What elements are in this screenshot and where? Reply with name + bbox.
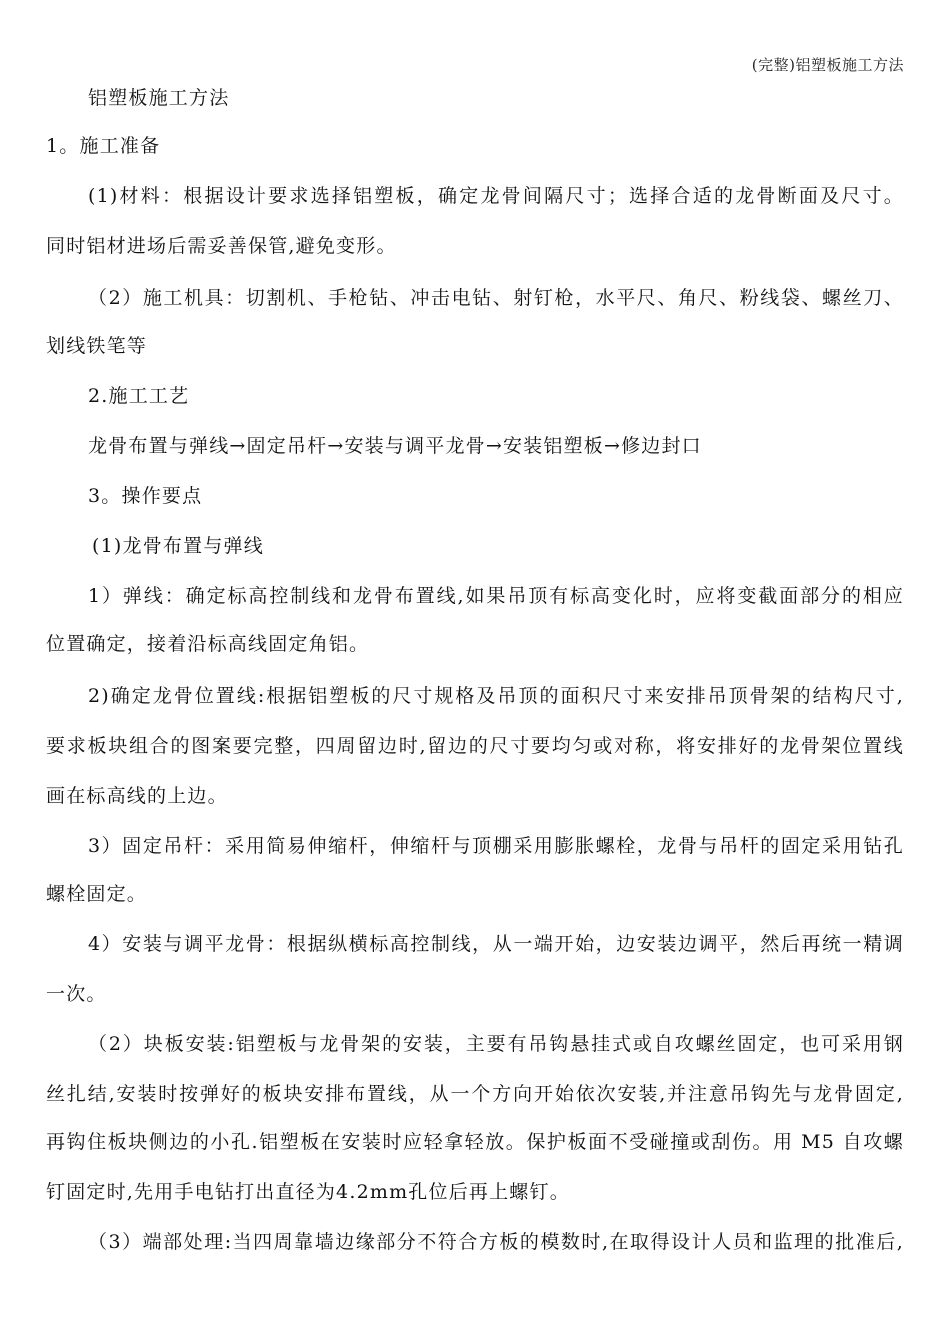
subheading-keel-layout: (1)龙骨布置与弹线 [92, 535, 264, 557]
step2-line-3: 画在标高线的上边。 [46, 785, 228, 807]
step1-line-1: 1）弹线：确定标高控制线和龙骨布置线,如果吊顶有标高变化时，应将变截面部分的相应 [88, 585, 904, 607]
paragraph-materials-line-1: (1)材料：根据设计要求选择铝塑板，确定龙骨间隔尺寸；选择合适的龙骨断面及尺寸。 [88, 185, 904, 207]
end-treatment-line-1: （3）端部处理:当四周靠墙边缘部分不符合方板的模数时,在取得设计人员和监理的批准后, [88, 1231, 904, 1253]
section-heading-process: 2.施工工艺 [88, 385, 190, 407]
step1-line-2: 位置确定，接着沿标高线固定角铝。 [46, 633, 370, 655]
section-heading-preparation: 1。施工准备 [46, 135, 161, 157]
panel-install-line-3: 再钩住板块侧边的小孔.铝塑板在安装时应轻拿轻放。保护板面不受碰撞或刮伤。用 M5 自攻螺 [46, 1131, 904, 1153]
paragraph-tools-line-1: （2）施工机具：切割机、手枪钻、冲击电钻、射钉枪，水平尺、角尺、粉线袋、螺丝刀、 [88, 287, 904, 309]
running-header: (完整)铝塑板施工方法 [751, 56, 904, 74]
document-title: 铝塑板施工方法 [88, 87, 230, 109]
step2-line-1: 2)确定龙骨位置线:根据铝塑板的尺寸规格及吊顶的面积尺寸来安排吊顶骨架的结构尺寸, [88, 685, 904, 707]
step4-line-1: 4）安装与调平龙骨：根据纵横标高控制线，从一端开始，边安装边调平，然后再统一精调 [88, 933, 904, 955]
paragraph-tools-line-2: 划线铁笔等 [46, 335, 148, 357]
process-flow: 龙骨布置与弹线→固定吊杆→安装与调平龙骨→安装铝塑板→修边封口 [88, 435, 702, 457]
step4-line-2: 一次。 [46, 983, 107, 1005]
step3-line-1: 3）固定吊杆：采用简易伸缩杆，伸缩杆与顶棚采用膨胀螺栓，龙骨与吊杆的固定采用钻孔 [88, 835, 904, 857]
step2-line-2: 要求板块组合的图案要完整，四周留边时,留边的尺寸要均匀或对称，将安排好的龙骨架位置线 [46, 735, 904, 757]
panel-install-line-4: 钉固定时,先用手电钻打出直径为4.2mm孔位后再上螺钉。 [46, 1181, 570, 1203]
panel-install-line-1: （2）块板安装:铝塑板与龙骨架的安装，主要有吊钩悬挂式或自攻螺丝固定，也可采用钢 [88, 1033, 904, 1055]
step3-line-2: 螺栓固定。 [46, 883, 148, 905]
section-heading-key-points: 3。操作要点 [88, 485, 203, 507]
paragraph-materials-line-2: 同时铝材进场后需妥善保管,避免变形。 [46, 235, 397, 257]
panel-install-line-2: 丝扎结,安装时按弹好的板块安排布置线，从一个方向开始依次安装,并注意吊钩先与龙骨固定, [46, 1083, 904, 1105]
